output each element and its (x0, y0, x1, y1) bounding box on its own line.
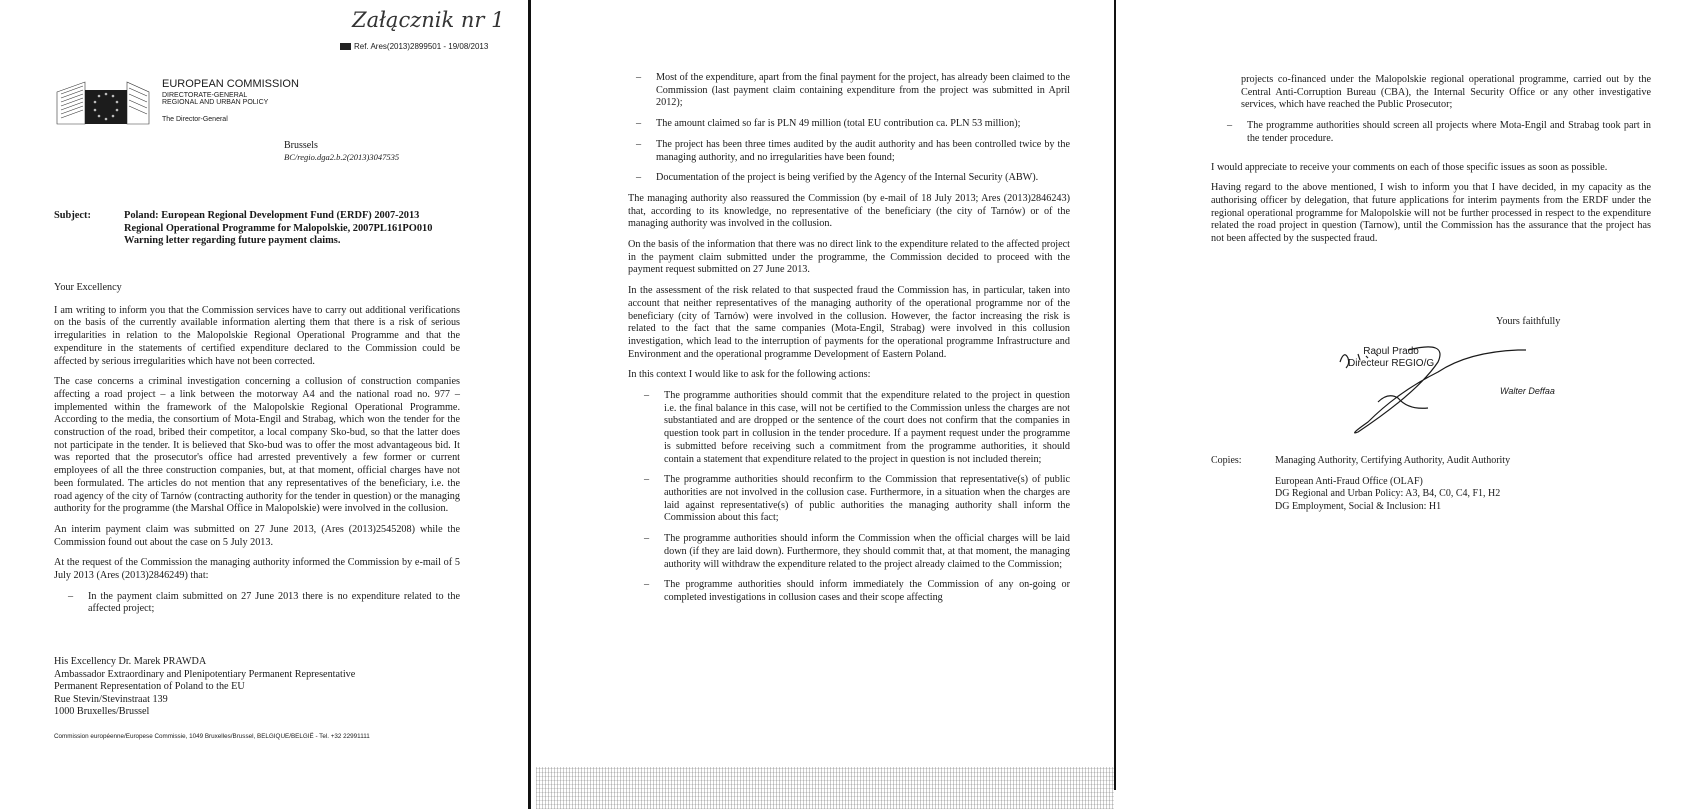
list-item: – The programme authorities should inform immediately the Commission of any on-going or completed investigations in collusion cases and their scope affecting (644, 579, 1070, 603)
subject-block (54, 210, 514, 248)
subject-line-3: Warning letter regarding future payment claims. (124, 235, 341, 246)
addressee-line: Permanent Representation of Poland to the EU (54, 681, 245, 693)
letter-body-page-1 (54, 282, 460, 616)
list-item: – The amount claimed so far is PLN 49 million (total EU contribution ca. PLN 53 million); (636, 118, 1021, 130)
closing: Yours faithfully (1496, 316, 1561, 327)
letter-page-2 (536, 0, 1114, 809)
paragraph: In the assessment of the risk related to that suspected fraud the Commission has, in particular, taken into account that neither representatives of the managing authority of the operational programme nor of the beneficiary (city of Tarnów) were involved in the collusion. However, the factor increasing the risk is related to the fact that the same companies (Mota-Engil, Strabag) were involved in this collusion investigation, which lead to the interruption of payments for the operational programme Infrastructure and Environment and the operational programme Development of Eastern Poland. (628, 285, 1070, 360)
paragraph: At the request of the Commission the managing authority informed the Commission by e-mail of 5 July 2013 (Ares (2013)2846249) that: (54, 557, 460, 582)
paragraph: Having regard to the above mentioned, I wish to inform you that I have decided, in my capacity as the authorising officer by delegation, that future applications for interim payments from the ERDF under the regional operational programme for Malopolskie will not be further processed in respect to the expenditure related the road project in question (Tarnow), until the Commission has the assurance that the project has not been affected by the suspected fraud. (1211, 182, 1651, 245)
list-item: – In the payment claim submitted on 27 June 2013 there is no expenditure related to the affected project; (68, 590, 460, 615)
paragraph: The managing authority also reassured the Commission (by e-mail of 18 July 2013; Ares (2013)2846243) that, according to its knowledge, no representative of the beneficiary (the city of Tarnów) or of the managing authority was involved in the collusion. (628, 192, 1070, 230)
paragraph: I would appreciate to receive your comments on each of those specific issues as soon as possible. (1211, 161, 1608, 173)
barcode-icon (340, 43, 351, 50)
letter-page-1 (0, 0, 528, 809)
copies-line: DG Employment, Social & Inclusion: H1 (1275, 500, 1442, 512)
letter-body-page-3 (1211, 74, 1651, 246)
paragraph: An interim payment claim was submitted on 27 June 2013, (Ares (2013)2545208) while the Commission found out about the case on 5 July 2013. (54, 523, 460, 548)
addressee-line: Rue Stevin/Stevinstraat 139 (54, 693, 168, 705)
addressee-line: 1000 Bruxelles/Brussel (54, 706, 150, 718)
list-item-continuation: projects co-financed under the Malopolskie regional operational programme, carried out by the Central Anti-Corruption Bureau (CBA), the Internal Security Office or any other investigative services, which have reached the Public Prosecutor; (1241, 74, 1651, 111)
list-item: – Most of the expenditure, apart from the final payment for the project, has already been claimed to the Commission (last payment claim containing expenditure from the project was submitted in April 2012); (636, 72, 1070, 109)
copies-line: Managing Authority, Certifying Authority, Audit Authority (1275, 455, 1511, 466)
addressee-line: His Excellency Dr. Marek PRAWDA (54, 656, 207, 667)
copies-label: Copies: (1211, 455, 1242, 466)
list-item: – The programme authorities should reconfirm to the Commission that representative(s) of public authorities are not involved in the collusion case. Furthermore, in a situation when the charges are laid against representative(s) of public authorities the managing authority shall inform the Commission about this fact; (644, 474, 1070, 524)
dg-line-1: DIRECTORATE-GENERAL (162, 92, 248, 99)
copies-block (1211, 455, 1510, 513)
place-line: Brussels (284, 140, 318, 151)
scan-noise (536, 767, 1114, 809)
subject-line-1: Poland: European Regional Development Fund (ERDF) 2007-2013 (124, 210, 420, 221)
copies-line: DG Regional and Urban Policy: A3, B4, C0, C4, F1, H2 (1275, 488, 1501, 499)
page-footer: Commission européenne/Europese Commissie, 1049 Bruxelles/Brussel, BELGIQUE/BELGIË - Tel. +32 22991111 (54, 733, 370, 740)
copies-line: European Anti-Fraud Office (OLAF) (1275, 475, 1423, 487)
director-line: The Director-General (162, 116, 228, 123)
list-item: – The programme authorities should screen all projects where Mota-Engil and Strabag took part in the tender procedure. (1227, 120, 1651, 144)
paragraph: In this context I would like to ask for the following actions: (628, 369, 871, 381)
list-item: – The project has been three times audited by the audit authority and has been controlled twice by the managing authority, and no irregularities have been found; (636, 138, 1070, 163)
letterhead (162, 78, 299, 123)
subject-line-2: Regional Operational Programme for Malopolskie, 2007PL161PO010 (124, 222, 433, 234)
eu-commission-logo (55, 72, 151, 126)
document-reference: Ref. Ares(2013)2899501 - 19/08/2013 (340, 42, 488, 51)
addressee-block (54, 656, 355, 719)
paragraph: On the basis of the information that there was no direct link to the expenditure related to the affected project in the payment claim submitted under the programme, the Commission decided to proceed with the payment request submitted on 27 June 2013. (628, 239, 1070, 276)
letter-page-3 (1118, 0, 1700, 809)
org-name: EUROPEAN COMMISSION (162, 78, 299, 90)
letter-body-page-2 (628, 72, 1070, 605)
signatory-title: Directeur REGIO/G (1348, 358, 1435, 369)
signature-text: Walter Deffaa (1500, 386, 1555, 396)
handwritten-note: Załącznik nr 1 (352, 8, 505, 32)
dg-line-2: REGIONAL AND URBAN POLICY (162, 99, 269, 106)
list-item: – The programme authorities should commit that the expenditure related to the project in question i.e. the final balance in this case, will not be certified to the Commission unless the charges are not substantiated and are dropped or the sentence of the court does not confirm that the companies in question took part in collusion in the tender procedure. If a payment request under the programme is submitted before receiving such a commitment from the programme authorities, it should contain a statement that expenditure related to the project in question is not included therein; (644, 390, 1070, 465)
list-item: – The programme authorities should inform the Commission when the official charges will be laid down (if they are laid down). Furthermore, they should commit that, at that moment, the managing authority will withdraw the expenditure related to the project already claimed to the Commission; (644, 533, 1070, 570)
file-reference: BC/regio.dga2.b.2(2013)3047535 (284, 152, 400, 162)
addressee-line: Ambassador Extraordinary and Plenipotentiary Permanent Representative (54, 668, 356, 680)
signatory-name: Raoul Prado (1363, 346, 1419, 357)
subject-label: Subject: (54, 210, 91, 221)
salutation: Your Excellency (54, 282, 122, 293)
paragraph: I am writing to inform you that the Commission services have to carry out additional verifications on the basis of the currently available information alerting them that there is a risk of serious irregularities in relation to the Malopolskie Regional Operational Programme and that the expenditure in the statements of certified expenditure declared to the Commission could be affected by serious irregularities which have not been corrected. (54, 304, 460, 367)
paragraph: The case concerns a criminal investigation concerning a collusion of construction companies affecting a road project – a link between the motorway A4 and the national road no. 977 – implemented within the framework of the Malopolskie Regional Operational Programme. According to the media, the consortium of Mota-Engil and Strabag, which won the tender for the construction of the road, bribed their competitor, a local company Sko-bud, so that the latter does not participate in the tender. It is believed that Sko-bud was to offer the most advantageous bid. It was reported that the prosecutor's office had arrested preventively a few former or current employees of all the three construction companies, but, at that moment, official charges have not been formulated. The articles do not mention that any representatives of the beneficiary, i.e. the road agency of the city of Tarnów (contracting authority for the tender in question) or the managing authority for the programme (the Marshal Office in Malopolskie) were involved in the collusion. (54, 376, 460, 515)
list-item: – Documentation of the project is being verified by the Agency of the Internal Security (ABW). (636, 172, 1039, 184)
